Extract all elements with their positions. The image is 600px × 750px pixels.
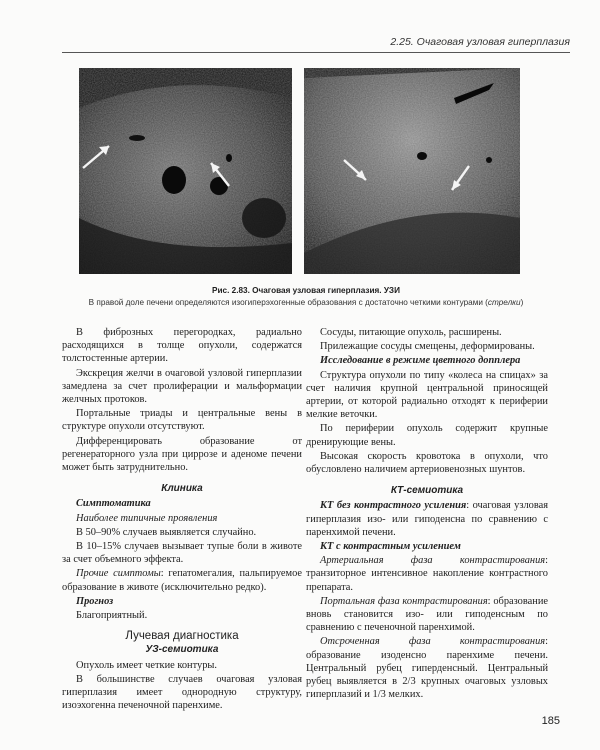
paragraph: Сосуды, питающие опухоль, расширены. [320, 327, 502, 338]
paragraph: Экскреция желчи в очаговой узловой гиперплазии замедлена за счет пролиферации и мальформации желчных протоков. [62, 367, 302, 406]
ultrasound-image-left [79, 68, 292, 274]
paragraph [306, 635, 548, 701]
paragraph: Высокая скорость кровотока в опухоли, что обусловлено наличием артериовенозных шунтов. [306, 450, 548, 476]
radiology-heading: Лучевая диагностика [125, 630, 239, 643]
paragraph: Прилежащие сосуды смещены, деформированы. [320, 341, 535, 353]
paragraph [306, 595, 548, 635]
other-symptoms-label: Прочие симптомы [76, 568, 161, 580]
paragraph: Дифференцировать образование от регенераторного узла при циррозе и аденоме печени может быть затруднительно. [62, 435, 302, 474]
delayed-phase-label: Отсроченная фаза контрастирования [320, 636, 546, 648]
paragraph: В большинстве случаев очаговая узловая гиперплазия имеет однородную структуру, изоэхогенна печеночной паренхиме. [62, 673, 302, 712]
portal-phase-label: Портальная фаза контрастирования [320, 595, 488, 607]
paragraph: Портальные триады и центральные вены в структуре опухоли отсутствуют. [62, 408, 302, 433]
right-column [306, 326, 548, 702]
paragraph: Структура опухоли по типу «колеса на спицах» за счет наличия крупной центральной приносящей артерии, от которой радиально отходят к периферии мелкие веточки. [306, 369, 548, 421]
prognosis-heading: Прогноз [76, 595, 114, 607]
arterial-phase-label: Артериальная фаза контрастирования [320, 555, 546, 567]
portal-phase-text: : образование вновь становится изо- или гиподенсным по сравнению с печеночной паренхимой. [306, 595, 548, 634]
delayed-phase-text: : образование изоденсно паренхиме печени. Центральный рубец гиперденсный. Центральный рубец выявляется в 2/3 крупных очаговых узловых гиперплазий и 1/3 мелких. [306, 636, 548, 701]
left-column [62, 326, 302, 713]
figure-caption [60, 285, 552, 309]
paragraph [306, 499, 548, 539]
clinic-heading: Клиника [161, 483, 203, 495]
paragraph: Благоприятный. [76, 610, 148, 622]
figure-desc-italic: стрелки [487, 298, 521, 307]
arterial-phase-text: : транзиторное интенсивное накопление контрастного препарата. [306, 555, 548, 593]
us-heading: УЗ-семиотика [145, 644, 219, 656]
paragraph [306, 554, 548, 594]
ct-plain-label: КТ без контрастного усиления [320, 500, 467, 512]
doppler-heading: Исследование в режиме цветного допплера [320, 355, 521, 367]
header-rule [62, 52, 570, 53]
ct-plain-text: : очаговая узловая гиперплазия изо- или гиподенсна по сравнению с паренхимой печени. [306, 500, 548, 538]
ct-contrast-heading: КТ с контрастным усилением [320, 541, 461, 553]
typical-heading: Наиболее типичные проявления [76, 512, 218, 524]
paragraph: Опухоль имеет четкие контуры. [76, 659, 217, 671]
figure-title: Рис. 2.83. Очаговая узловая гиперплазия. УЗИ [212, 286, 400, 295]
ultrasound-image-right [304, 68, 520, 274]
paragraph: В 50–90% случаев выявляется случайно. [76, 526, 257, 538]
paragraph: В 10–15% случаев вызывает тупые боли в животе за счет объемного эффекта. [62, 541, 302, 566]
paragraph: В фиброзных перегородках, радиально расходящихся в толще опухоли, содержатся толстостенные артерии. [62, 327, 302, 365]
running-head: 2.25. Очаговая узловая гиперплазия [390, 36, 570, 48]
other-symptoms-text: : гепатомегалия, пальпируемое образование в животе (исключительно редко). [62, 568, 302, 593]
figure-desc-after: ) [520, 298, 524, 307]
symptoms-heading: Симптоматика [76, 498, 151, 510]
paragraph [62, 567, 302, 593]
figure-description [60, 297, 552, 309]
paragraph: По периферии опухоль содержит крупные дренирующие вены. [306, 423, 548, 448]
page-number: 185 [541, 715, 560, 727]
ct-heading: КТ-семиотика [390, 485, 464, 497]
figure-desc-before: В правой доле печени определяются изогиперэхогенные образования с достаточно четкими контурами ( [88, 298, 488, 307]
